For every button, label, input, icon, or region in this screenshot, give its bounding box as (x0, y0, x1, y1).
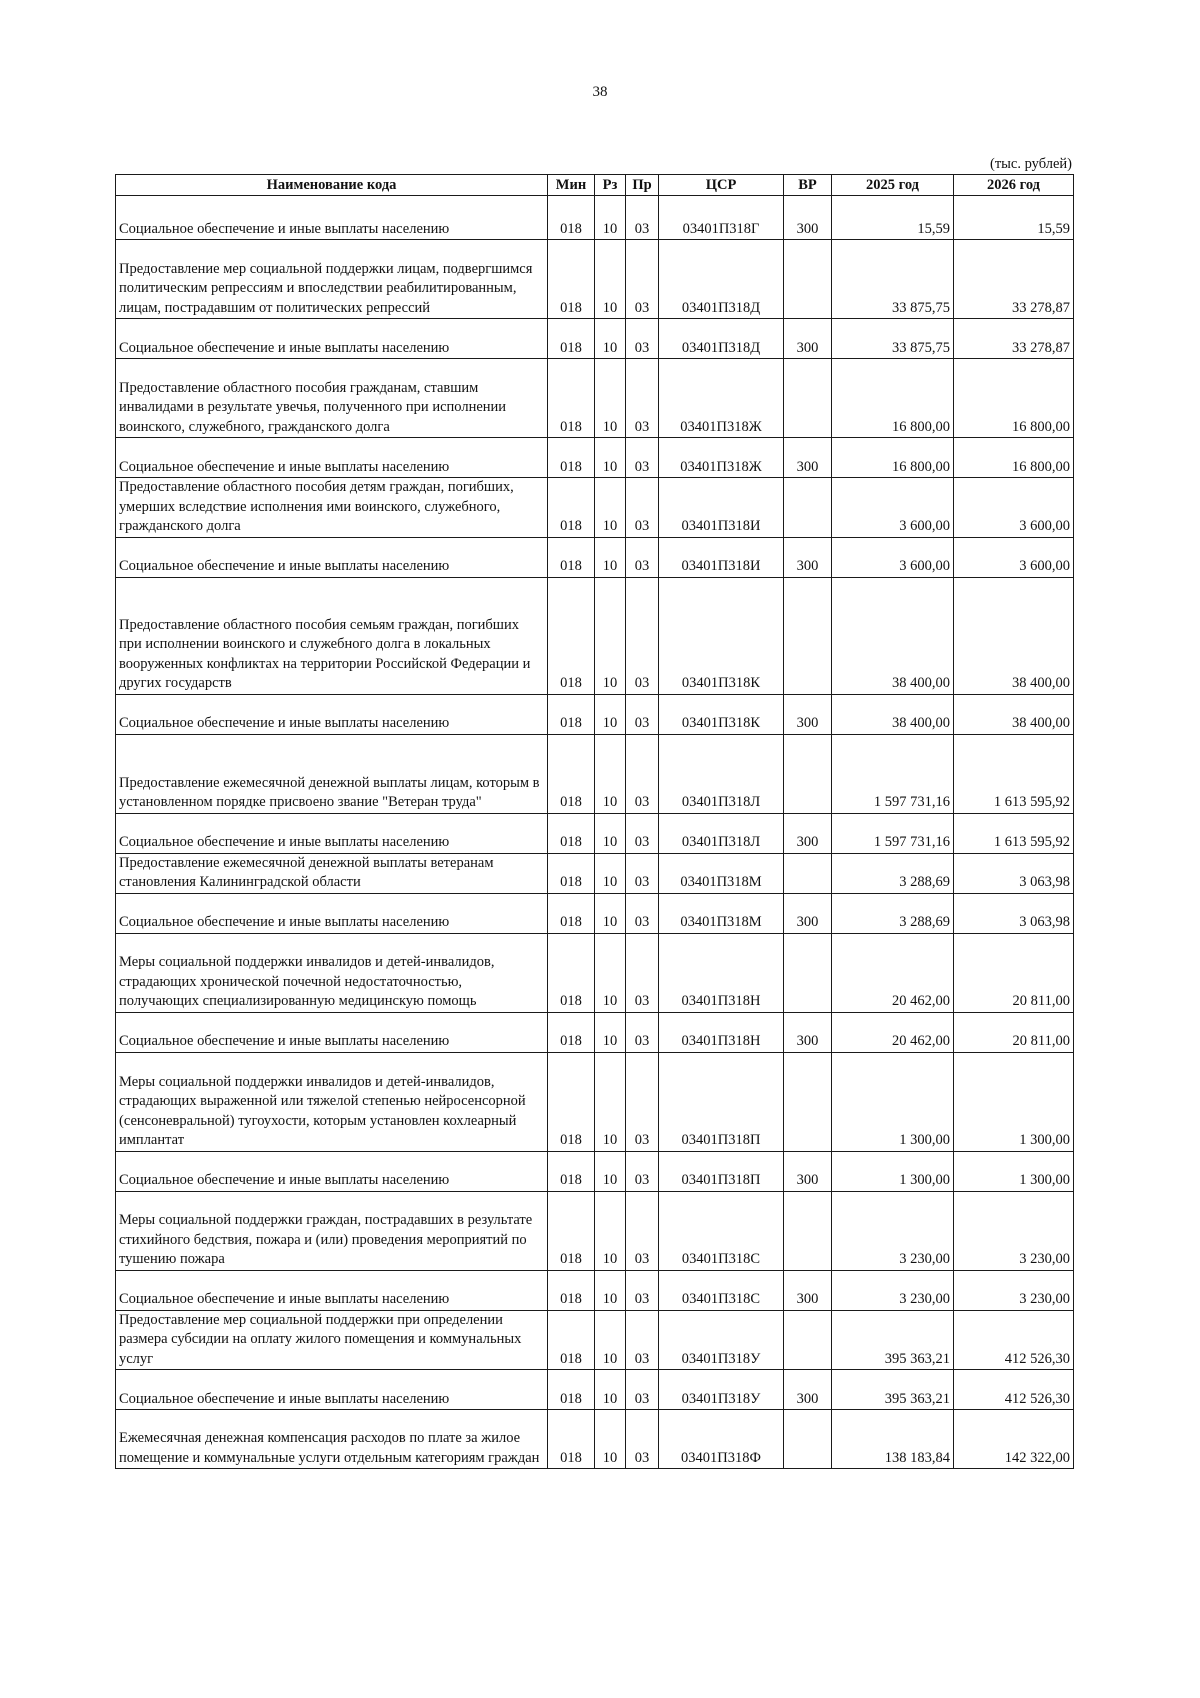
cell-csr: 03401П318У (659, 1370, 784, 1410)
cell-rz: 10 (595, 734, 626, 813)
cell-rz: 10 (595, 240, 626, 319)
cell-name: Социальное обеспечение и иные выплаты населению (116, 694, 548, 734)
cell-2025: 1 300,00 (832, 1151, 954, 1191)
cell-2025: 38 400,00 (832, 577, 954, 694)
cell-min: 018 (548, 1270, 595, 1310)
cell-min: 018 (548, 478, 595, 538)
cell-pr: 03 (626, 319, 659, 359)
budget-table (115, 174, 1074, 1469)
table-row (116, 577, 1074, 694)
cell-2025: 3 600,00 (832, 478, 954, 538)
cell-vr (784, 1310, 832, 1370)
cell-rz: 10 (595, 1012, 626, 1052)
cell-min: 018 (548, 1191, 595, 1270)
cell-pr: 03 (626, 1151, 659, 1191)
cell-vr (784, 1410, 832, 1469)
header-vr: ВР (784, 175, 832, 196)
cell-csr: 03401П318У (659, 1310, 784, 1370)
cell-rz: 10 (595, 1310, 626, 1370)
cell-2025: 20 462,00 (832, 933, 954, 1012)
cell-rz: 10 (595, 196, 626, 240)
cell-rz: 10 (595, 1151, 626, 1191)
cell-pr: 03 (626, 1012, 659, 1052)
cell-min: 018 (548, 734, 595, 813)
cell-vr (784, 1052, 832, 1151)
cell-vr (784, 478, 832, 538)
cell-vr: 300 (784, 1151, 832, 1191)
cell-csr: 03401П318М (659, 893, 784, 933)
table-row (116, 933, 1074, 1012)
cell-csr: 03401П318П (659, 1151, 784, 1191)
table-row (116, 1052, 1074, 1151)
table-row (116, 1410, 1074, 1469)
cell-name: Социальное обеспечение и иные выплаты населению (116, 1270, 548, 1310)
cell-2025: 3 230,00 (832, 1270, 954, 1310)
cell-vr: 300 (784, 893, 832, 933)
table-row (116, 734, 1074, 813)
table-row (116, 438, 1074, 478)
cell-pr: 03 (626, 933, 659, 1012)
cell-vr: 300 (784, 319, 832, 359)
table-body (116, 196, 1074, 1469)
cell-csr: 03401П318Ф (659, 1410, 784, 1469)
cell-2026: 412 526,30 (954, 1310, 1074, 1370)
cell-2026: 142 322,00 (954, 1410, 1074, 1469)
cell-name: Социальное обеспечение и иные выплаты населению (116, 1370, 548, 1410)
cell-vr (784, 853, 832, 893)
cell-name: Социальное обеспечение и иные выплаты населению (116, 1012, 548, 1052)
cell-csr: 03401П318М (659, 853, 784, 893)
cell-rz: 10 (595, 438, 626, 478)
cell-csr: 03401П318И (659, 537, 784, 577)
cell-pr: 03 (626, 1270, 659, 1310)
cell-vr: 300 (784, 438, 832, 478)
cell-rz: 10 (595, 1191, 626, 1270)
cell-csr: 03401П318Ж (659, 359, 784, 438)
table-row (116, 240, 1074, 319)
table-row (116, 1270, 1074, 1310)
cell-2026: 38 400,00 (954, 577, 1074, 694)
cell-2025: 15,59 (832, 196, 954, 240)
cell-csr: 03401П318К (659, 577, 784, 694)
cell-csr: 03401П318Д (659, 319, 784, 359)
cell-min: 018 (548, 893, 595, 933)
cell-pr: 03 (626, 1310, 659, 1370)
cell-name: Социальное обеспечение и иные выплаты населению (116, 438, 548, 478)
cell-2026: 20 811,00 (954, 933, 1074, 1012)
cell-2026: 1 300,00 (954, 1151, 1074, 1191)
cell-vr: 300 (784, 1012, 832, 1052)
cell-name: Предоставление областного пособия гражданам, ставшим инвалидами в результате увечья, полученного при исполнении воинского, служебного, гражданского долга (116, 359, 548, 438)
cell-name: Социальное обеспечение и иные выплаты населению (116, 813, 548, 853)
table-row (116, 1151, 1074, 1191)
page-number: 38 (592, 84, 608, 100)
cell-rz: 10 (595, 478, 626, 538)
cell-min: 018 (548, 933, 595, 1012)
cell-pr: 03 (626, 1191, 659, 1270)
table-row (116, 359, 1074, 438)
cell-2025: 3 230,00 (832, 1191, 954, 1270)
header-2025: 2025 год (832, 175, 954, 196)
cell-pr: 03 (626, 1052, 659, 1151)
cell-csr: 03401П318Д (659, 240, 784, 319)
cell-rz: 10 (595, 813, 626, 853)
cell-vr (784, 359, 832, 438)
cell-min: 018 (548, 359, 595, 438)
cell-name: Предоставление мер социальной поддержки при определении размера субсидии на оплату жилого помещения и коммунальных услуг (116, 1310, 548, 1370)
cell-name: Социальное обеспечение и иные выплаты населению (116, 1151, 548, 1191)
table-row (116, 537, 1074, 577)
cell-vr: 300 (784, 1370, 832, 1410)
cell-csr: 03401П318С (659, 1191, 784, 1270)
header-csr: ЦСР (659, 175, 784, 196)
cell-name: Меры социальной поддержки инвалидов и детей-инвалидов, страдающих выраженной или тяжелой степенью нейросенсорной (сенсоневральной) тугоухости, которым установлен кохлеарный имплантат (116, 1052, 548, 1151)
cell-pr: 03 (626, 240, 659, 319)
cell-min: 018 (548, 577, 595, 694)
cell-2025: 20 462,00 (832, 1012, 954, 1052)
table-row (116, 1191, 1074, 1270)
cell-name: Социальное обеспечение и иные выплаты населению (116, 537, 548, 577)
cell-vr (784, 577, 832, 694)
cell-name: Предоставление ежемесячной денежной выплаты лицам, которым в установленном порядке присвоено звание "Ветеран труда" (116, 734, 548, 813)
cell-vr (784, 933, 832, 1012)
cell-name: Социальное обеспечение и иные выплаты населению (116, 196, 548, 240)
cell-csr: 03401П318Л (659, 734, 784, 813)
cell-min: 018 (548, 1310, 595, 1370)
table-row (116, 1012, 1074, 1052)
cell-2026: 1 613 595,92 (954, 813, 1074, 853)
cell-rz: 10 (595, 853, 626, 893)
cell-min: 018 (548, 240, 595, 319)
cell-min: 018 (548, 1052, 595, 1151)
cell-min: 018 (548, 1012, 595, 1052)
cell-rz: 10 (595, 1370, 626, 1410)
cell-2026: 3 063,98 (954, 853, 1074, 893)
cell-2026: 33 278,87 (954, 240, 1074, 319)
cell-vr: 300 (784, 537, 832, 577)
cell-csr: 03401П318Н (659, 933, 784, 1012)
cell-pr: 03 (626, 694, 659, 734)
cell-2026: 1 613 595,92 (954, 734, 1074, 813)
cell-rz: 10 (595, 319, 626, 359)
cell-2025: 395 363,21 (832, 1310, 954, 1370)
cell-min: 018 (548, 813, 595, 853)
cell-min: 018 (548, 853, 595, 893)
cell-2025: 16 800,00 (832, 438, 954, 478)
table-row (116, 813, 1074, 853)
units-label: (тыс. рублей) (990, 156, 1072, 172)
cell-min: 018 (548, 196, 595, 240)
cell-2026: 33 278,87 (954, 319, 1074, 359)
cell-2026: 38 400,00 (954, 694, 1074, 734)
cell-vr: 300 (784, 813, 832, 853)
cell-vr: 300 (784, 1270, 832, 1310)
cell-rz: 10 (595, 359, 626, 438)
cell-rz: 10 (595, 933, 626, 1012)
cell-name: Меры социальной поддержки граждан, пострадавших в результате стихийного бедствия, пожара и (или) проведения мероприятий по тушению пожара (116, 1191, 548, 1270)
cell-rz: 10 (595, 893, 626, 933)
cell-2026: 3 600,00 (954, 478, 1074, 538)
cell-2026: 16 800,00 (954, 438, 1074, 478)
table-row (116, 1370, 1074, 1410)
cell-pr: 03 (626, 813, 659, 853)
cell-pr: 03 (626, 893, 659, 933)
cell-name: Социальное обеспечение и иные выплаты населению (116, 893, 548, 933)
cell-2026: 3 063,98 (954, 893, 1074, 933)
cell-vr: 300 (784, 196, 832, 240)
cell-2026: 3 230,00 (954, 1270, 1074, 1310)
cell-pr: 03 (626, 478, 659, 538)
table-header-row (116, 175, 1074, 196)
cell-rz: 10 (595, 1410, 626, 1469)
cell-2025: 16 800,00 (832, 359, 954, 438)
cell-vr (784, 1191, 832, 1270)
cell-csr: 03401П318Л (659, 813, 784, 853)
cell-2025: 3 600,00 (832, 537, 954, 577)
cell-csr: 03401П318И (659, 478, 784, 538)
cell-pr: 03 (626, 438, 659, 478)
cell-vr: 300 (784, 694, 832, 734)
cell-csr: 03401П318Ж (659, 438, 784, 478)
cell-2025: 33 875,75 (832, 240, 954, 319)
cell-rz: 10 (595, 694, 626, 734)
cell-csr: 03401П318С (659, 1270, 784, 1310)
cell-name: Ежемесячная денежная компенсация расходов по плате за жилое помещение и коммунальные услуги отдельным категориям граждан (116, 1410, 548, 1469)
header-min: Мин (548, 175, 595, 196)
table-row (116, 319, 1074, 359)
cell-2025: 3 288,69 (832, 893, 954, 933)
cell-pr: 03 (626, 577, 659, 694)
header-rz: Рз (595, 175, 626, 196)
cell-min: 018 (548, 694, 595, 734)
table-row (116, 196, 1074, 240)
cell-2026: 16 800,00 (954, 359, 1074, 438)
cell-2025: 3 288,69 (832, 853, 954, 893)
cell-2025: 33 875,75 (832, 319, 954, 359)
header-name: Наименование кода (116, 175, 548, 196)
cell-min: 018 (548, 1370, 595, 1410)
cell-pr: 03 (626, 734, 659, 813)
cell-pr: 03 (626, 196, 659, 240)
cell-csr: 03401П318К (659, 694, 784, 734)
cell-2026: 412 526,30 (954, 1370, 1074, 1410)
cell-2026: 3 230,00 (954, 1191, 1074, 1270)
cell-2026: 1 300,00 (954, 1052, 1074, 1151)
cell-vr (784, 734, 832, 813)
cell-name: Предоставление областного пособия семьям граждан, погибших при исполнении воинского и служебного долга в локальных вооруженных конфликтах на территории Российской Федерации и других государств (116, 577, 548, 694)
cell-2025: 1 300,00 (832, 1052, 954, 1151)
cell-name: Социальное обеспечение и иные выплаты населению (116, 319, 548, 359)
header-pr: Пр (626, 175, 659, 196)
table-row (116, 478, 1074, 538)
cell-pr: 03 (626, 359, 659, 438)
cell-2026: 15,59 (954, 196, 1074, 240)
cell-rz: 10 (595, 577, 626, 694)
cell-min: 018 (548, 438, 595, 478)
cell-min: 018 (548, 1151, 595, 1191)
cell-name: Предоставление мер социальной поддержки лицам, подвергшимся политическим репрессиям и впоследствии реабилитированным, лицам, пострадавшим от политических репрессий (116, 240, 548, 319)
cell-csr: 03401П318П (659, 1052, 784, 1151)
cell-vr (784, 240, 832, 319)
cell-min: 018 (548, 537, 595, 577)
cell-2026: 3 600,00 (954, 537, 1074, 577)
cell-csr: 03401П318Н (659, 1012, 784, 1052)
cell-min: 018 (548, 1410, 595, 1469)
cell-csr: 03401П318Г (659, 196, 784, 240)
cell-min: 018 (548, 319, 595, 359)
cell-2025: 138 183,84 (832, 1410, 954, 1469)
cell-2026: 20 811,00 (954, 1012, 1074, 1052)
cell-pr: 03 (626, 537, 659, 577)
cell-2025: 1 597 731,16 (832, 734, 954, 813)
cell-name: Предоставление областного пособия детям граждан, погибших, умерших вследствие исполнения ими воинского, служебного, гражданского долга (116, 478, 548, 538)
header-2026: 2026 год (954, 175, 1074, 196)
cell-2025: 38 400,00 (832, 694, 954, 734)
cell-2025: 395 363,21 (832, 1370, 954, 1410)
cell-rz: 10 (595, 1270, 626, 1310)
table-row (116, 853, 1074, 893)
cell-name: Предоставление ежемесячной денежной выплаты ветеранам становления Калининградской области (116, 853, 548, 893)
cell-pr: 03 (626, 1410, 659, 1469)
table-row (116, 694, 1074, 734)
table-row (116, 1310, 1074, 1370)
cell-pr: 03 (626, 1370, 659, 1410)
cell-pr: 03 (626, 853, 659, 893)
cell-rz: 10 (595, 537, 626, 577)
cell-rz: 10 (595, 1052, 626, 1151)
cell-2025: 1 597 731,16 (832, 813, 954, 853)
table-row (116, 893, 1074, 933)
cell-name: Меры социальной поддержки инвалидов и детей-инвалидов, страдающих хронической почечной недостаточностью, получающих специализированную медицинскую помощь (116, 933, 548, 1012)
